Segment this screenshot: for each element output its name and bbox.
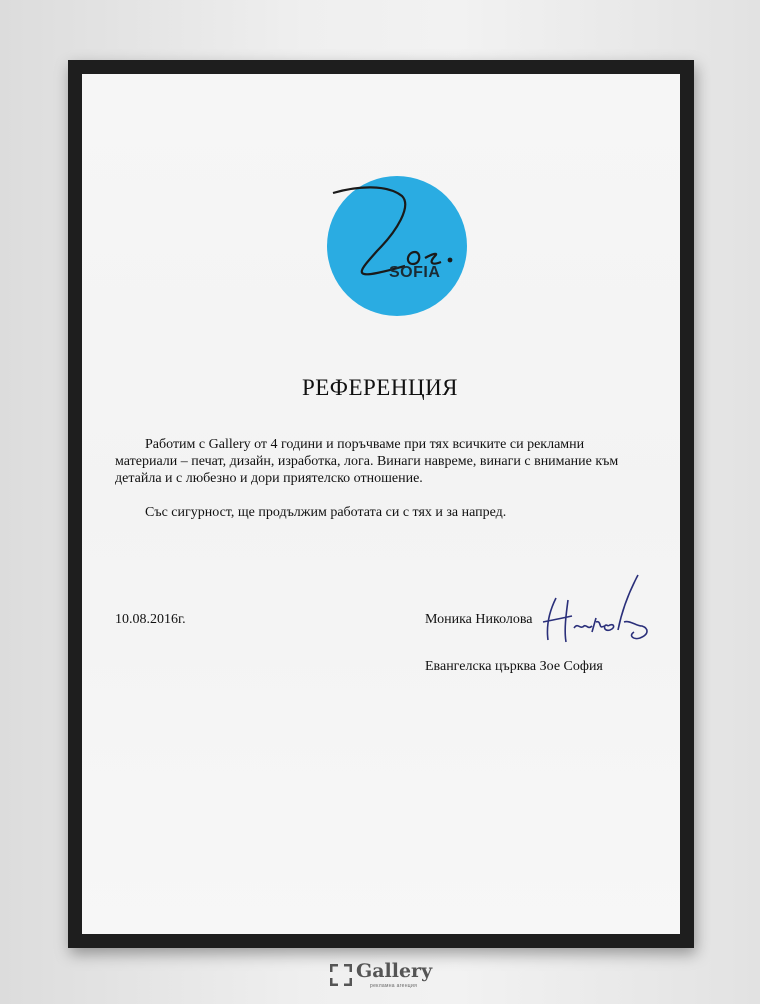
organization-name: Евангелска църква Зое София <box>425 659 603 674</box>
zoe-sofia-logo <box>327 176 467 316</box>
letter-body <box>115 436 645 538</box>
handwritten-signature <box>538 570 653 650</box>
logo-sofia-text: SOFIA <box>389 264 441 281</box>
paragraph: Работим с Gallery от 4 години и поръчваме при тях всичките си рекламни материали – печат, дизайн, изработка, лога. Винаги навреме, винаги с внимание към детайла и с любезно и дори приятелско отношение. <box>115 437 619 486</box>
signer-name: Моника Николова <box>425 612 533 627</box>
gallery-frame-icon <box>330 964 352 986</box>
gallery-watermark <box>330 960 440 991</box>
letter-date: 10.08.2016г. <box>115 612 186 627</box>
gallery-wordmark: Gallery <box>356 960 433 982</box>
document-title: РЕФЕРЕНЦИЯ <box>301 375 459 400</box>
paragraph: Със сигурност, ще продължим работата си с тях и за напред. <box>145 505 507 520</box>
gallery-tagline: рекламна агенция <box>370 983 418 989</box>
